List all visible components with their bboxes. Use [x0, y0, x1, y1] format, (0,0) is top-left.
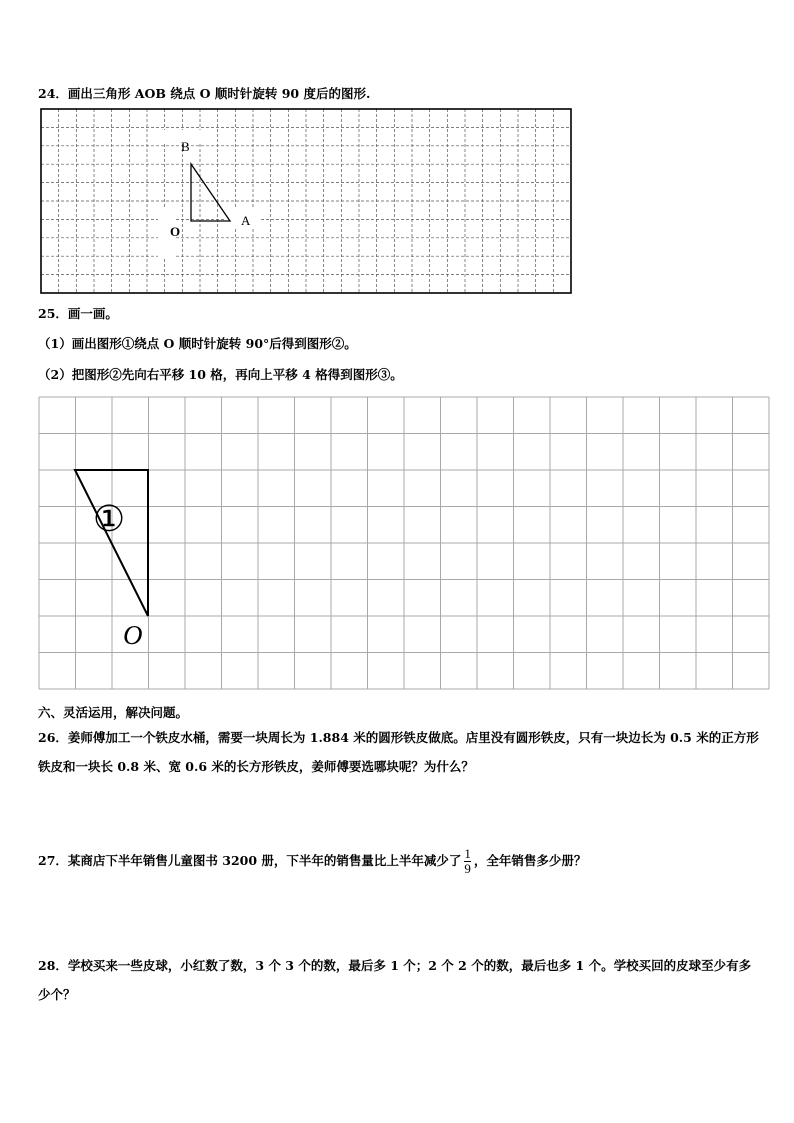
q27-frac-den: 9: [464, 861, 471, 876]
q27-fraction: [464, 847, 471, 876]
label-o: O: [170, 224, 181, 239]
q27-frac-num: 1: [464, 846, 471, 861]
q24-text: 24．画出三角形 AOB 绕点 O 顺时针旋转 90 度后的图形.: [38, 86, 371, 101]
triangle-aob: [191, 164, 230, 221]
q27-before: 27．某商店下半年销售儿童图书 3200 册，下半年的销售量比上半年减少了: [38, 853, 462, 868]
point-o-label: O: [123, 620, 143, 650]
q26-text: 26．姜师傅加工一个铁皮水桶，需要一块周长为 1.884 米的圆形铁皮做底。店里没有圆形铁皮，只有一块边长为 0.5 米的正方形铁皮和一块长 0.8 米、宽 0.6 米的长方形铁皮，姜师傅要选哪块呢？为什么？: [38, 730, 759, 774]
q24-grid: [40, 108, 572, 294]
q25-step2: （2）把图形②先向右平移 10 格，再向上平移 4 格得到图形③。: [38, 367, 403, 382]
q28-text: 28．学校买来一些皮球，小红数了数，3 个 3 个的数，最后多 1 个；2 个 2 个的数，最后也多 1 个。学校买回的皮球至少有多少个？: [38, 958, 752, 1002]
q27-after: ，全年销售多少册？: [473, 853, 587, 868]
label-b: B: [181, 139, 190, 154]
q25-title: 25．画一画。: [38, 306, 118, 321]
figure-1-label: ①: [92, 499, 126, 539]
q25-grid: [38, 396, 770, 690]
q27-text: [38, 847, 586, 876]
section-heading: 六、灵活运用，解决问题。: [38, 705, 189, 720]
q25-step1: （1）画出图形①绕点 O 顺时针旋转 90°后得到图形②。: [38, 336, 357, 351]
label-a: A: [241, 213, 251, 228]
